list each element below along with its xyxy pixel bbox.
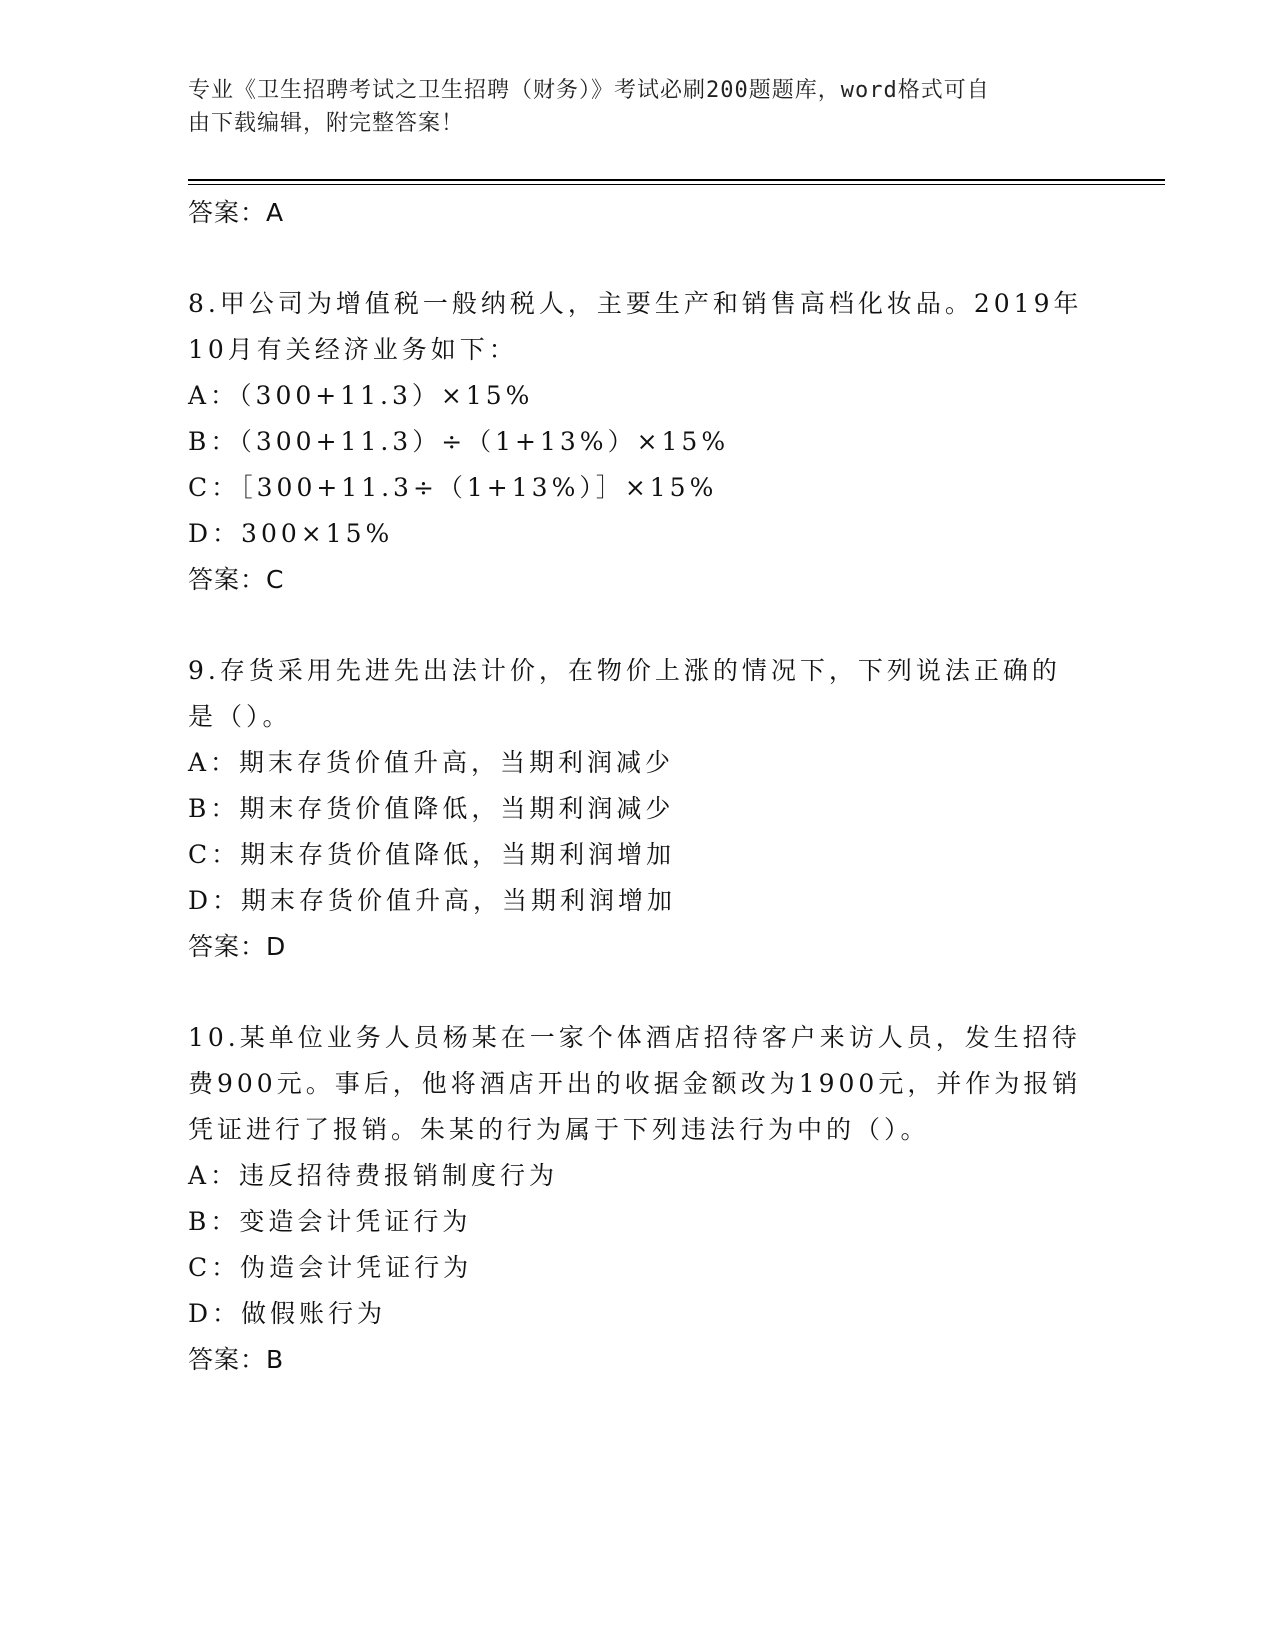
header-line-2: 由下载编辑，附完整答案！ bbox=[188, 111, 465, 136]
spacer bbox=[188, 969, 1088, 1015]
option-b: B：变造会计凭证行为 bbox=[188, 1207, 472, 1236]
option-a: A：违反招待费报销制度行为 bbox=[188, 1161, 559, 1190]
option-c: C：［300+11.3÷（1+13%）］×15% bbox=[188, 473, 718, 502]
option-d: D：300×15% bbox=[188, 519, 394, 548]
option-a: A：（300+11.3）×15% bbox=[188, 381, 534, 410]
answer-8: 答案：C bbox=[188, 565, 285, 594]
question-10 bbox=[188, 1015, 1088, 1337]
question-stem-line: 9.存货采用先进先出法计价，在物价上涨的情况下，下列说法正确的 bbox=[188, 656, 1061, 685]
question-stem-line: 10月有关经济业务如下： bbox=[188, 335, 518, 364]
spacer bbox=[188, 235, 1088, 281]
option-d: D：做假账行为 bbox=[188, 1299, 387, 1328]
question-8 bbox=[188, 281, 1088, 557]
question-stem-line: 是（）。 bbox=[188, 702, 292, 731]
previous-answer: 答案：A bbox=[188, 198, 285, 227]
question-content bbox=[188, 190, 1088, 1382]
question-stem-line: 凭证进行了报销。朱某的行为属于下列违法行为中的（）。 bbox=[188, 1115, 930, 1144]
option-c: C：期末存货价值降低，当期利润增加 bbox=[188, 840, 676, 869]
option-a: A：期末存货价值升高，当期利润减少 bbox=[188, 748, 675, 777]
question-stem-line: 8.甲公司为增值税一般纳税人，主要生产和销售高档化妆品。2019年 bbox=[188, 289, 1083, 318]
page-header bbox=[188, 74, 1068, 140]
option-c: C：伪造会计凭证行为 bbox=[188, 1253, 473, 1282]
question-stem-line: 10.某单位业务人员杨某在一家个体酒店招待客户来访人员，发生招待 bbox=[188, 1023, 1081, 1052]
question-stem-line: 费900元。事后，他将酒店开出的收据金额改为1900元，并作为报销 bbox=[188, 1069, 1082, 1098]
option-d: D：期末存货价值升高，当期利润增加 bbox=[188, 886, 677, 915]
header-rule-thin bbox=[188, 184, 1165, 185]
header-line-1: 专业《卫生招聘考试之卫生招聘（财务）》考试必刷200题题库，word格式可自 bbox=[188, 78, 990, 103]
spacer bbox=[188, 602, 1088, 648]
answer-9: 答案：D bbox=[188, 932, 287, 961]
header-rule-thick bbox=[188, 179, 1165, 181]
question-9 bbox=[188, 648, 1088, 924]
option-b: B：期末存货价值降低，当期利润减少 bbox=[188, 794, 675, 823]
option-b: B：（300+11.3）÷（1+13%）×15% bbox=[188, 427, 730, 456]
answer-10: 答案：B bbox=[188, 1345, 285, 1374]
